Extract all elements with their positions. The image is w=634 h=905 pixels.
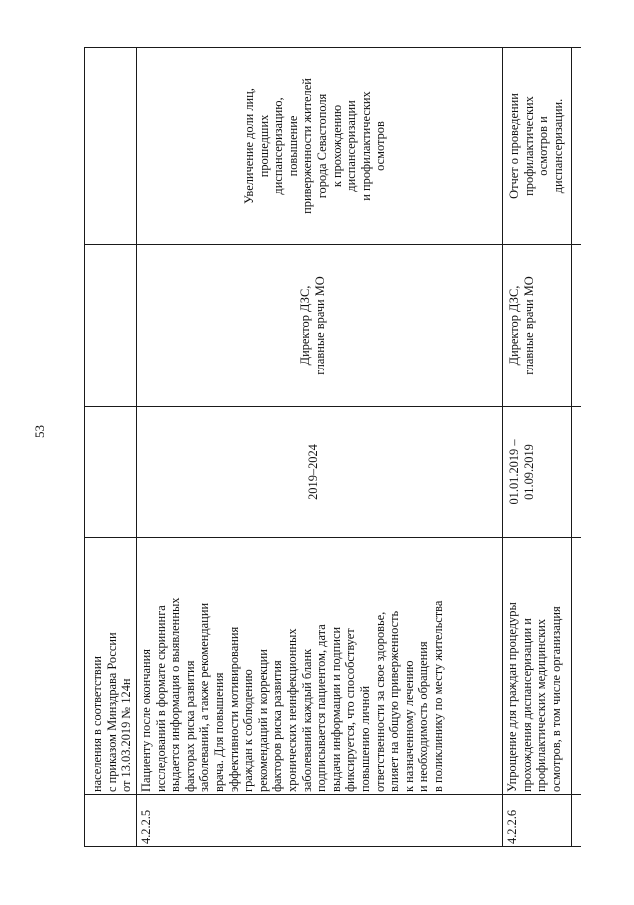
row-2-result: Отчет о проведении профилактических осмотров и диспансеризации. <box>507 93 565 199</box>
row-divider-2 <box>502 47 503 847</box>
page-number: 53 <box>32 425 47 438</box>
col-divider-num <box>84 794 581 795</box>
row-1-result: Увеличение доли лиц, прошедших диспансеризацию, повышение приверженности жителей города Севастополя к прохождению диспансеризации и профилактических осмотров <box>242 78 388 214</box>
row-divider-1 <box>136 47 137 847</box>
row-2-description: Упрощение для граждан процедуры прохождения диспансеризации и профилактических медицинских осмотров, в том числе организация <box>505 602 563 792</box>
row-1-number: 4.2.2.5 <box>139 809 153 844</box>
col-divider-desc <box>84 537 581 538</box>
row-1-responsible: Директор ДЗС, главные врачи МО <box>298 276 327 375</box>
col-border-left <box>84 846 581 847</box>
table-border-top <box>84 47 85 847</box>
row-1-description: Пациенту после окончания исследований в формате скрининга выдается информация о выявленных факторах риска развития заболеваний, а также рекомендации врача. Для повышения эффективности мотивирования граждан к соблюдению рекомендаций и коррекции факторов риска развития хронических неинфекционных заболеваний каждый бланк подписывается пациентом, дата выдачи информации и подписи фиксируется, что способствует повышению личной ответственности за свое здоровье, влияет на общую приверженность к назначенному лечению и необходимость обращения в поликлинику по месту жительства <box>139 597 445 792</box>
row-divider-3 <box>571 47 572 847</box>
row-2-responsible: Директор ДЗС, главные врачи МО <box>507 276 536 375</box>
rotated-table <box>84 47 581 847</box>
row-2-period: 01.01.2019 – 01.09.2019 <box>507 439 536 505</box>
row-2-number: 4.2.2.6 <box>505 809 519 844</box>
row-1-period: 2019–2024 <box>306 444 320 500</box>
row-0-description: населения в соответствии с приказом Минздрава России от 13.03.2019 № 124н <box>90 632 134 792</box>
